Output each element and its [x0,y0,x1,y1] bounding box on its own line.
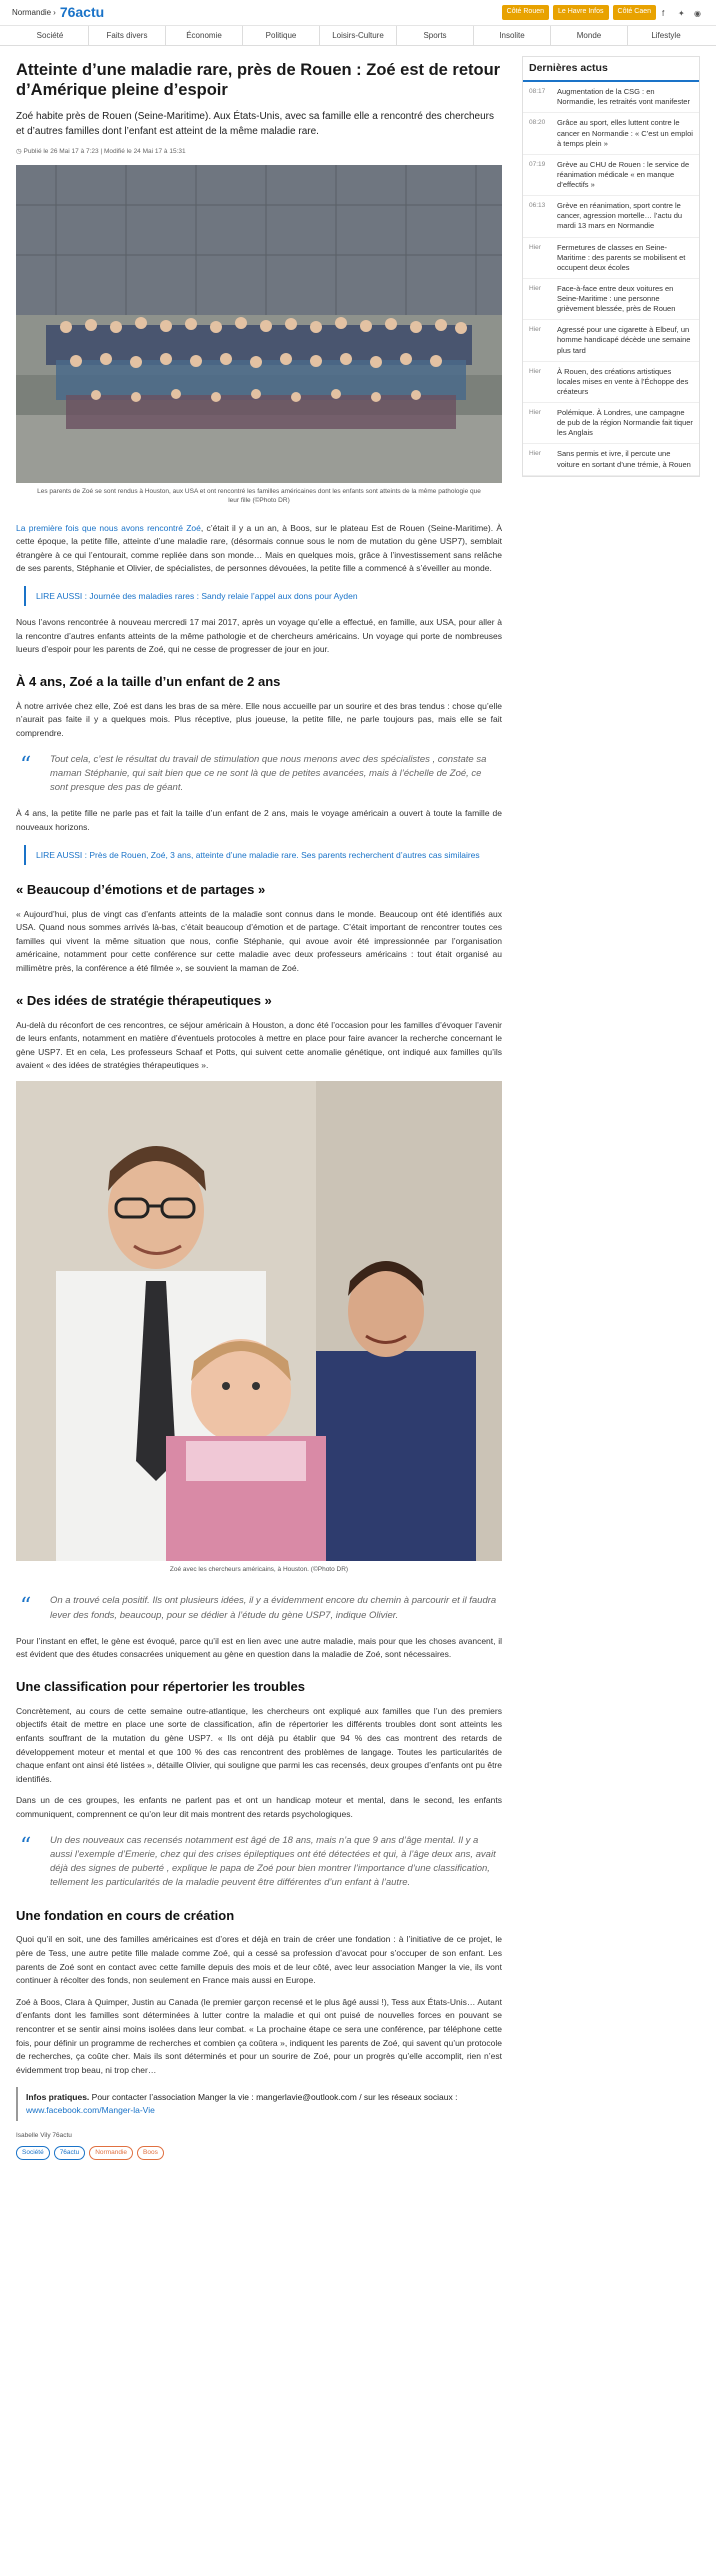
author-line [16,2131,502,2140]
article-lead: Zoé habite près de Rouen (Seine-Maritime). Aux États-Unis, avec sa famille elle a rencontré des chercheurs et d’autres familles dont l’enfant est atteint de la même maladie rare. [16,111,495,137]
news-item[interactable] [523,238,699,279]
chip-le-havre[interactable]: Le Havre Infos [553,5,609,19]
infos-text: Pour contacter l’association Manger la vie : mangerlavie@outlook.com / sur les réseaux sociaux : [89,2092,458,2103]
quote-text: Un des nouveaux cas recensés notamment est âgé de 18 ans, mais n’a que 9 ans d’âge mental. Il y a aussi l’exemple d’Emerie, chez qui des crises épileptiques ont été détectées et qui, à l’âge deux ans, avait déjà des signes de puberté , explique le papa de Zoé pour bien montrer l’importance d’une classification, tellement les particularités de la maladie peuvent être différentes d’un enfant à l’autre. [50,1834,496,1889]
news-time: 06:13 [529,202,546,210]
section-heading: À 4 ans, Zoé a la taille d’un enfant de 2 ans [16,673,281,689]
news-item[interactable] [523,444,699,475]
news-text[interactable]: Sans permis et ivre, il percute une voiture en sortant d’une trémie, à Rouen [557,449,691,469]
read-also-link[interactable]: LIRE AUSSI : Près de Rouen, Zoé, 3 ans, atteinte d’une maladie rare. Ses parents recherchent d’autres cas similaires [24,845,502,865]
chip-cote-caen[interactable]: Côté Caen [613,5,656,19]
news-item[interactable] [523,279,699,320]
news-text[interactable]: À Rouen, des créations artistiques locales mises en vente à l’Échoppe des créateurs [557,366,689,396]
news-text[interactable]: Grève au CHU de Rouen : le service de réanimation médicale « en manque d’effectifs » [557,159,690,190]
paragraph-text: , c’était il y a un an, à Boos, sur le plateau Est de Rouen (Seine-Maritime). À cette époque, la petite fille, atteinte d’une maladie rare, (désormais connue sous le nom de mutation du gène USP7), semblait étrangère à ce qui l’entourait, comme repliée dans son monde… Mais en quelques mois, grâce à l’investissement sans relâche de ses parents, Stéphanie et Olivier, de spécialistes, de personnes dévouées, la petite fille a commencé à s’éveiller au monde. [16,522,503,574]
sidebar [522,46,700,2160]
news-time: Hier [529,326,541,334]
news-text[interactable]: Face-à-face entre deux voitures en Seine-Maritime : une personne grièvement blessée, près de Rouen [557,283,676,314]
quote-icon: “ [20,1833,32,1859]
news-item[interactable] [523,82,699,113]
site-logo[interactable]: 76actu [59,4,105,21]
paragraph: À notre arrivée chez elle, Zoé est dans les bras de sa mère. Elle nous accueille par un sourire et des bras tendus : chose qu’elle n’aurait pas faite il y a quelques mois. Plus réceptive, plus joueuse, la petite fille, ne parle toujours pas, mais elle se fait comprendre. [16,700,502,739]
paragraph: Dans un de ces groupes, les enfants ne parlent pas et ont un handicap moteur et mental, dans le second, les enfants communiquent, comprennent ce qu’on leur dit mais montrent des retards psychologiques. [16,1795,502,1819]
news-text[interactable]: Agressé pour une cigarette à Elbeuf, un homme handicapé décède une semaine plus tard [557,325,691,355]
news-time: 07:19 [529,160,546,168]
quote-text: On a trouvé cela positif. Ils ont plusieurs idées, il y a évidemment encore du chemin à parcourir et il faudra lever des fonds, beaucoup, pour se dédier à l’étude du gène USP7, indique Olivier. [50,1595,497,1621]
article [16,46,502,2160]
author-name[interactable]: Isabelle Vily [16,2131,51,2139]
clock-icon: ◷ [16,148,24,156]
quote-text: Tout cela, c’est le résultat du travail de stimulation que nous menons avec des spécialistes , constate sa maman Stéphanie, qui sait bien que ce ne sont là que de petites avancées, mais à l’échelle de Zoé, ce sont presque des pas de géant. [50,753,487,794]
researchers-photo-illustration [16,1081,502,1561]
nav-faits-divers[interactable]: Faits divers [89,26,166,45]
news-text[interactable]: Grâce au sport, elles luttent contre le cancer en Normandie : « C’est un emploi à temps plein » [557,118,693,148]
nav-sports[interactable]: Sports [397,26,474,45]
news-time: Hier [529,409,541,417]
nav-societe[interactable]: Société [12,26,89,45]
practical-info [16,2087,502,2121]
tag-societe[interactable]: Société [16,2146,50,2159]
author-source: 76actu [52,2131,72,2139]
section-heading: « Des idées de stratégie thérapeutiques » [16,992,272,1008]
paragraph: Au-delà du réconfort de ces rencontres, ce séjour américain à Houston, a donc été l’occasion pour les familles d’évoquer l’avenir de leurs enfants, notamment en matière d’éventuels protocoles à mettre en place pour faire avancer la recherche concernant le gène USP7. Et en cela, Les professeurs Schaaf et Potts, qui suivent cette anomalie génétique, ont indiqué aux familles qu’ils avaient « des idées de stratégies thérapeutiques ». [16,1019,502,1071]
facebook-icon[interactable]: f [662,8,665,18]
news-item[interactable] [523,113,699,154]
main-nav [0,26,716,46]
news-text[interactable]: Polémique. À Londres, une campagne de pub de la région Normandie fait tiquer les Anglais [557,408,693,438]
news-time: Hier [529,450,541,458]
news-time: Hier [529,367,541,375]
section-heading: « Beaucoup d’émotions et de partages » [16,881,266,897]
news-item[interactable] [523,362,699,403]
paragraph: Nous l’avons rencontrée à nouveau mercredi 17 mai 2017, après un voyage qu’elle a effectué, en famille, aux USA, pour aller à la rencontre d’autres enfants atteints de la même pathologie et de chercheurs américains. Un voyage qui porte de nombreuses lueurs d’espoir pour les parents de Zoé, qui ne cesse de progresser de jour en jour. [16,617,502,655]
section-heading: Une fondation en cours de création [16,1907,235,1923]
article-title: Atteinte d’une maladie rare, près de Rouen : Zoé est de retour d’Amérique pleine d’espoir [16,61,501,100]
rss-icon[interactable]: ◉ [694,8,701,18]
news-time: Hier [529,284,541,292]
photo-zoe-researchers [16,1081,502,1561]
news-time: Hier [529,243,541,251]
article-meta [16,147,502,156]
nav-economie[interactable]: Économie [166,26,243,45]
region-selector[interactable]: Normandie [12,7,52,17]
nav-monde[interactable]: Monde [551,26,628,45]
news-item[interactable] [523,155,699,196]
pull-quote [20,753,502,796]
nav-loisirs-culture[interactable]: Loisirs-Culture [320,26,397,45]
news-text[interactable]: Fermetures de classes en Seine-Maritime : des parents se mobilisent et occupent deux écoles [557,242,686,272]
nav-lifestyle[interactable]: Lifestyle [651,31,681,40]
group-photo-illustration [16,165,502,483]
section-heading: Une classification pour répertorier les troubles [16,1679,305,1694]
paragraph [16,522,502,576]
latest-news-title: Dernières actus [523,57,699,82]
paragraph: À 4 ans, la petite fille ne parle pas et fait la taille d’un enfant de 2 ans, mais le voyage américain a ouvert à toute la famille de nouveaux horizons. [16,808,502,832]
latest-news-box [522,56,700,477]
nav-insolite[interactable]: Insolite [474,26,551,45]
publish-date: Publié le 26 Mai 17 à 7:23 | Modifié le 24 Mai 17 à 15:31 [23,148,186,156]
news-item[interactable] [523,196,699,237]
infos-label: Infos pratiques. [26,2092,90,2103]
news-item[interactable] [523,320,699,361]
paragraph: Quoi qu’il en soit, une des familles américaines est d’ores et déjà en train de créer une fondation : à l’initiative de ce projet, le père de Tess, une autre petite fille malade comme Zoé, qui a cessé sa profession d’avocat pour s’occuper de son enfant. Les parents de Zoé sont en contact avec cette famille depuis des mois et de leur côté, avec leur association Manger la vie, ils vont continuer à récolter des fonds, non seulement en France mais aussi en Europe. [16,1934,502,1986]
chevron-right-icon: › [53,7,56,17]
tag-boos[interactable]: Boos [137,2146,164,2159]
paragraph: « Aujourd’hui, plus de vingt cas d’enfants atteints de la maladie sont connus dans le monde. Beaucoup ont été identifiés aux USA. Quand nous sommes arrivés là-bas, c’était beaucoup d’émotion et de partage. C’était important de rencontrer toutes ces familles qui vivent la même situation que nous, confie Stéphanie, qui avoue avoir été impressionnée par l’organisation américaine, notamment pour cette conférence sur cette maladie avec deux professeurs américains : tout était organisé au millimètre près, la conférence a été filmée », se souvient la maman de Zoé. [16,908,502,974]
first-meeting-link[interactable]: La première fois que nous avons rencontré Zoé [16,522,201,533]
nav-politique[interactable]: Politique [243,26,320,45]
paragraph: Zoé à Boos, Clara à Quimper, Justin au Canada (le premier garçon recensé et le plus âgé aussi !), Tess aux États-Unis… Autant d’enfants dont les familles sont déterminées à lutter contre la maladie et qui ont puisé de nouvelles forces en pouvant se rencontrer et se sentir ainsi moins isolées dans leur combat. « La prochaine étape ce sera une conférence, par téléphone cette fois, pour définir un programme de recherches et combien ça coûtera », indiquent les parents de Zoé, qui savent qu’un protocole de recherches, ça coûte cher. Mais ils sont déterminés et pour un sourire de Zoé, pour un progrès qu’elle accomplit, rien n’est évidemment trop beau, ni trop cher… [16,1996,502,2075]
twitter-icon[interactable]: ✦ [678,8,685,18]
paragraph: Concrètement, au cours de cette semaine outre-atlantique, les chercheurs ont expliqué aux familles que l’un des premiers objectifs était de mettre en place une sorte de classification, afin de répertorier les différents troubles dont sont atteints les enfants souffrant de la mutation du gène USP7. « Ils ont déjà pu établir que 94 % des cas montrent des retards de développement moteur et mental et que 100 % des cas rencontrent des problèmes de langage. Toutes les particularités de chaque enfant ont ainsi été listées », détaille Olivier, qui souligne que parmi les cas recensés, deux groupes d’enfants ont pu être identifiés. [16,1705,502,1784]
top-bar [0,0,716,26]
photo2-caption: Zoé avec les chercheurs américains, à Houston. (©Photo DR) [169,1565,349,1573]
news-text[interactable]: Grève en réanimation, sport contre le cancer, agression mortelle… l’actu du mardi 13 mars en Normandie [557,201,683,231]
chip-cote-rouen[interactable]: Côté Rouen [502,5,549,19]
news-text[interactable]: Augmentation de la CSG : en Normandie, les retraités vont manifester [557,87,690,107]
photo-group-families [16,165,502,483]
facebook-link[interactable]: www.facebook.com/Manger-la-Vie [26,2105,155,2116]
tag-list [16,2146,502,2159]
read-also-link[interactable]: LIRE AUSSI : Journée des maladies rares : Sandy relaie l’appel aux dons pour Ayden [24,586,502,606]
photo1-caption: Les parents de Zoé se sont rendus à Houston, aux USA et ont rencontré les familles américaines dont les enfants sont atteints de la même pathologie que leur fille (©Photo DR) [37,487,481,505]
paragraph: Pour l’instant en effet, le gène est évoqué, parce qu’il est en lien avec une autre maladie, mais pour que les choses avancent, il est évident que des études consacrées uniquement au gène en question dans la maladie de Zoé, sont nécessaires. [16,1635,502,1660]
pull-quote [20,1834,502,1891]
tag-normandie[interactable]: Normandie [89,2146,133,2159]
news-item[interactable] [523,403,699,444]
pull-quote [20,1594,502,1623]
quote-icon: “ [20,752,32,778]
quote-icon: “ [20,1594,32,1620]
news-time: 08:20 [529,119,546,127]
tag-76actu[interactable]: 76actu [54,2146,86,2159]
news-time: 08:17 [529,88,546,96]
